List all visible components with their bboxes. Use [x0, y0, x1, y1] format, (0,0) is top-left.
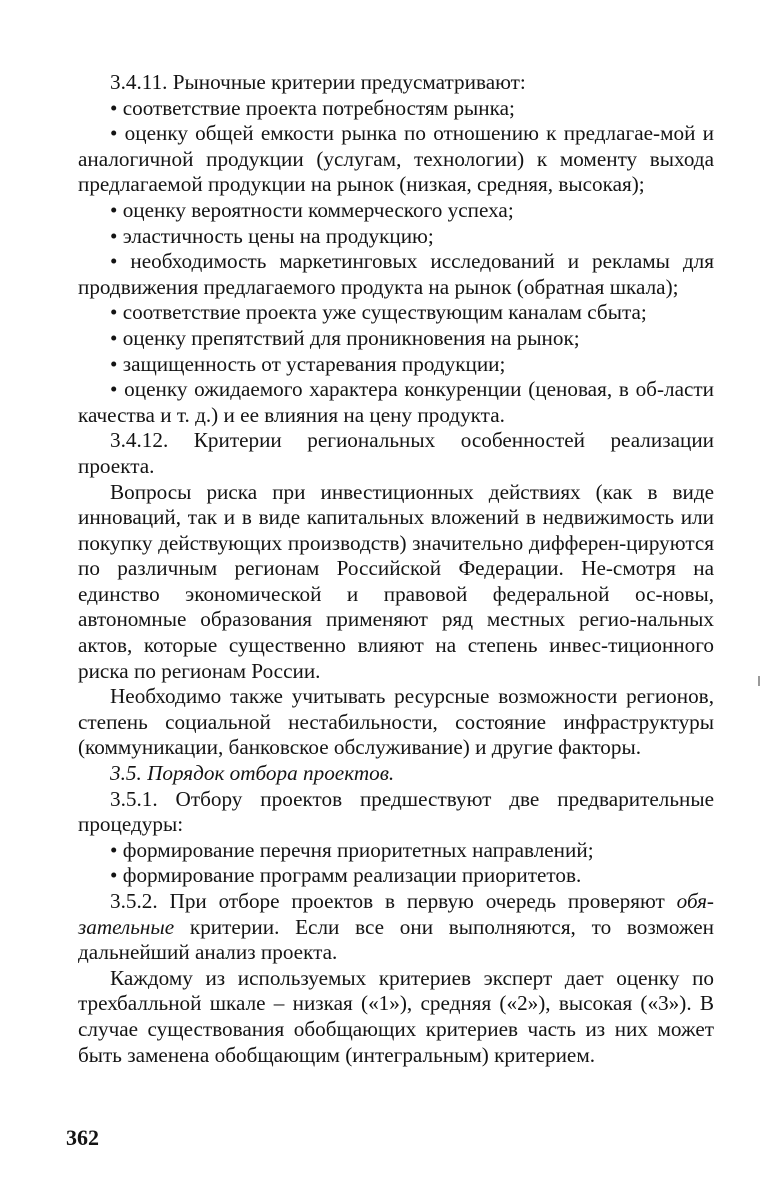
bullet-sales-channels: • соответствие проекта уже существующим каналам сбыта;: [110, 300, 647, 325]
paragraph-scoring-scale: Каждому из используемых критериев эксперт дает оценку по трехбалльной шкале – низкая («1»), средняя («2»), высокая («3»). В случае существования обобщающих критериев часть из них может быть заменена обобщающим (интегральным) критерием.: [78, 965, 714, 1067]
section-3-5-heading: 3.5. Порядок отбора проектов.: [110, 761, 395, 786]
paragraph-3-5-2-start: 3.5.2. При отборе проектов в первую очередь проверяют: [110, 889, 677, 913]
bullet-price-elasticity: • эластичность цены на продукцию;: [110, 223, 434, 248]
bullet-obsolescence-protection: • защищенность от устаревания продукции;: [110, 351, 506, 376]
bullet-competition: • оценку ожидаемого характера конкуренции (ценовая, в об-ласти качества и т. д.) и ее влияния на цену продукта.: [78, 377, 714, 427]
mandatory-criteria-term: обя-зательные: [78, 889, 714, 939]
paragraph-3-5-2-end: критерии. Если все они выполняются, то возможен дальнейший анализ проекта.: [78, 914, 714, 965]
bullet-marketing-research: • необходимость маркетинговых исследований и рекламы для продвижения предлагаемого продукта на рынок (обратная шкала);: [78, 249, 714, 299]
scan-speck: [758, 676, 760, 686]
bullet-market-barriers: • оценку препятствий для проникновения на рынок;: [110, 325, 580, 350]
paragraph-3-5-2: [78, 889, 714, 966]
bullet-priority-list: • формирование перечня приоритетных направлений;: [110, 837, 594, 862]
page-text-body: [78, 70, 714, 1068]
paragraph-regional-risk: Вопросы риска при инвестиционных действиях (как в виде инноваций, так и в виде капитальных вложений в недвижимость или покупку действующих производств) значительно дифферен-цируются по различным регионам Российской Федерации. Не-смотря на единство экономической и правовой федеральной ос-новы, автономные образования применяют ряд местных регио-нальных актов, которые существенно влияют на степень инвес-тиционного риска по регионам России.: [78, 479, 714, 683]
paragraph-3-4-12-heading: 3.4.12. Критерии региональных особенностей реализации проекта.: [78, 428, 714, 478]
bullet-market-capacity: • оценку общей емкости рынка по отношению к предлагае-мой и аналогичной продукции (услугам, технологии) к моменту выхода предлагаемой продукции на рынок (низкая, средняя, высокая);: [78, 121, 714, 197]
bullet-market-needs: • соответствие проекта потребностям рынка;: [110, 95, 515, 120]
page-number: 362: [66, 1125, 99, 1150]
paragraph-3-4-11-heading: 3.4.11. Рыночные критерии предусматривают:: [110, 70, 526, 94]
paragraph-3-5-1: 3.5.1. Отбору проектов предшествуют две предварительные процедуры:: [78, 786, 714, 837]
bullet-priority-programs: • формирование программ реализации приоритетов.: [110, 863, 582, 888]
bullet-commercial-success: • оценку вероятности коммерческого успеха;: [110, 197, 514, 222]
paragraph-regional-resources: Необходимо также учитывать ресурсные возможности регионов, степень социальной нестабильности, состояние инфраструктуры (коммуникации, банковское обслуживание) и другие факторы.: [78, 684, 714, 760]
